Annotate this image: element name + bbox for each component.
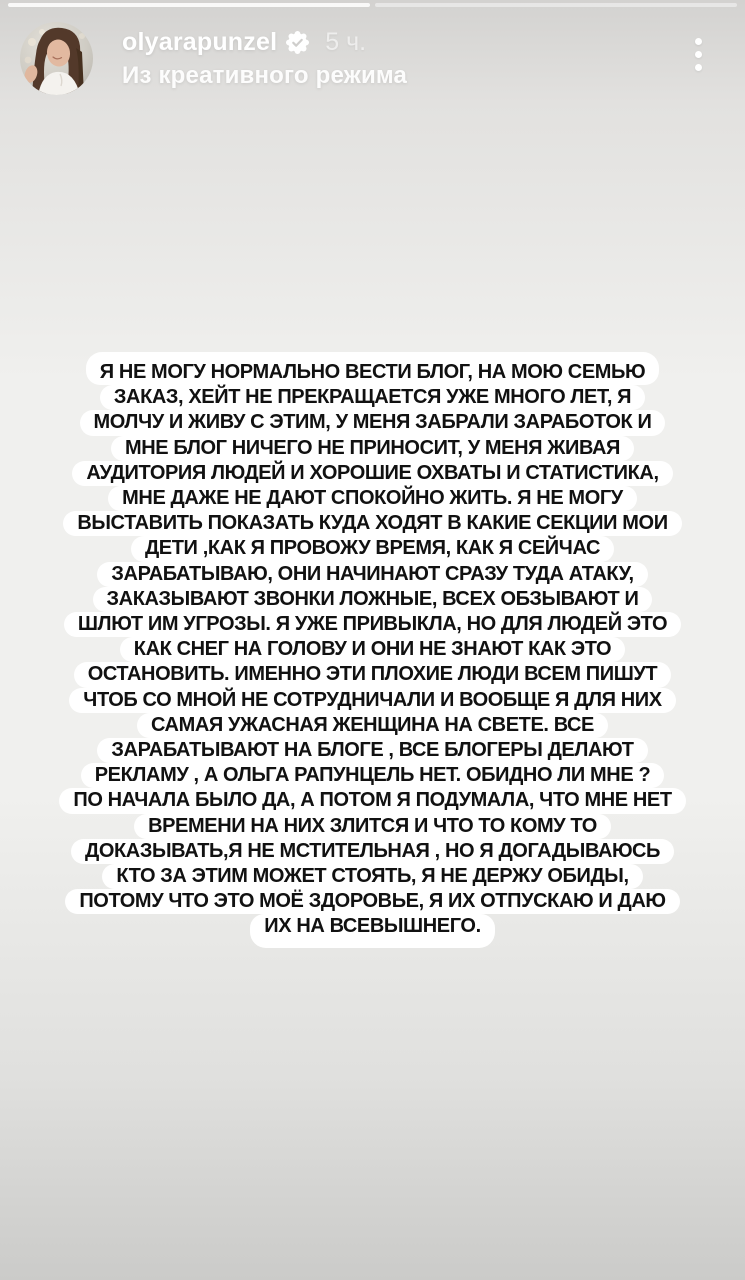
story-text-line: МОЛЧУ И ЖИВУ С ЭТИМ, У МЕНЯ ЗАБРАЛИ ЗАРАБОТОК И xyxy=(80,410,666,435)
story-text-line: ОСТАНОВИТЬ. ИМЕННО ЭТИ ПЛОХИЕ ЛЮДИ ВСЕМ ПИШУТ xyxy=(74,662,672,687)
story-text-line: ЗАРАБАТЫВАЮТ НА БЛОГЕ , ВСЕ БЛОГЕРЫ ДЕЛАЮТ xyxy=(97,738,647,763)
avatar-photo xyxy=(20,22,93,95)
story-timestamp: 5 ч. xyxy=(325,27,367,56)
story-text-line: ЗАРАБАТЫВАЮ, ОНИ НАЧИНАЮТ СРАЗУ ТУДА АТАКУ, xyxy=(97,562,647,587)
story-text-line: ДОКАЗЫВАТЬ,Я НЕ МСТИТЕЛЬНАЯ , НО Я ДОГАДЫВАЮСЬ xyxy=(71,839,674,864)
progress-segment-2[interactable] xyxy=(375,3,737,7)
story-text-line: КАК СНЕГ НА ГОЛОВУ И ОНИ НЕ ЗНАЮТ КАК ЭТО xyxy=(120,637,625,662)
story-text-line: ПОТОМУ ЧТО ЭТО МОЁ ЗДОРОВЬЕ, Я ИХ ОТПУСКАЮ И ДАЮ xyxy=(65,889,679,914)
story-text-line: ИХ НА ВСЕВЫШНЕГО. xyxy=(250,914,494,947)
story-text-line: АУДИТОРИЯ ЛЮДЕЙ И ХОРОШИЕ ОХВАТЫ И СТАТИСТИКА, xyxy=(72,461,672,486)
verified-badge-icon xyxy=(286,31,309,54)
creative-mode-label: Из креативного режима xyxy=(122,62,408,89)
story-text-line: САМАЯ УЖАСНАЯ ЖЕНЩИНА НА СВЕТЕ. ВСЕ xyxy=(137,713,608,738)
story-text-line: Я НЕ МОГУ НОРМАЛЬНО ВЕСТИ БЛОГ, НА МОЮ СЕМЬЮ xyxy=(86,352,659,385)
story-text-block xyxy=(37,352,709,948)
avatar[interactable] xyxy=(20,22,93,95)
story-text-line: ШЛЮТ ИМ УГРОЗЫ. Я УЖЕ ПРИВЫКЛА, НО ДЛЯ ЛЮДЕЙ ЭТО xyxy=(64,612,681,637)
story-text-line: МНЕ БЛОГ НИЧЕГО НЕ ПРИНОСИТ, У МЕНЯ ЖИВАЯ xyxy=(111,436,634,461)
story-text-line: ВЫСТАВИТЬ ПОКАЗАТЬ КУДА ХОДЯТ В КАКИЕ СЕКЦИИ МОИ xyxy=(63,511,681,536)
story-text-line: КТО ЗА ЭТИМ МОЖЕТ СТОЯТЬ, Я НЕ ДЕРЖУ ОБИДЫ, xyxy=(102,864,642,889)
story-text-line: ЧТОБ СО МНОЙ НЕ СОТРУДНИЧАЛИ И ВООБЩЕ Я ДЛЯ НИХ xyxy=(69,688,675,713)
story-text-line: ДЕТИ ,КАК Я ПРОВОЖУ ВРЕМЯ, КАК Я СЕЙЧАС xyxy=(131,536,614,561)
story-header xyxy=(0,0,745,120)
story-text-line: ЗАКАЗ, ХЕЙТ НЕ ПРЕКРАЩАЕТСЯ УЖЕ МНОГО ЛЕТ, Я xyxy=(100,385,645,410)
story-text-line: МНЕ ДАЖЕ НЕ ДАЮТ СПОКОЙНО ЖИТЬ. Я НЕ МОГУ xyxy=(108,486,637,511)
story-text-line: ЗАКАЗЫВАЮТ ЗВОНКИ ЛОЖНЫЕ, ВСЕХ ОБЗЫВАЮТ И xyxy=(93,587,653,612)
story-text-line: РЕКЛАМУ , А ОЛЬГА РАПУНЦЕЛЬ НЕТ. ОБИДНО ЛИ МНЕ ? xyxy=(81,763,665,788)
story-progress-bar xyxy=(8,3,737,7)
username[interactable]: olyarapunzel xyxy=(122,27,278,56)
progress-segment-1[interactable] xyxy=(8,3,370,7)
story-text-line: ВРЕМЕНИ НА НИХ ЗЛИТСЯ И ЧТО ТО КОМУ ТО xyxy=(134,814,611,839)
story-text-line: ПО НАЧАЛА БЫЛО ДА, А ПОТОМ Я ПОДУМАЛА, ЧТО МНЕ НЕТ xyxy=(59,788,685,813)
header-text xyxy=(122,26,407,90)
more-options-icon[interactable] xyxy=(691,34,706,75)
